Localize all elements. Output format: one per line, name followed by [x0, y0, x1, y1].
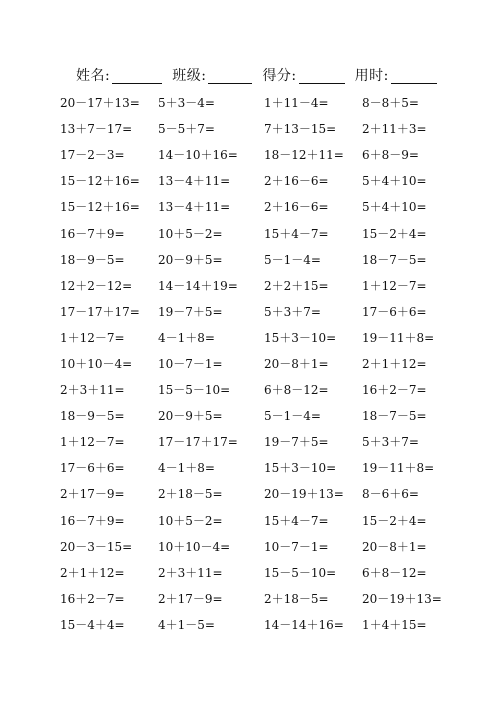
- problem-item: 16－7＋9=: [60, 226, 125, 241]
- problem-item: 10＋5－2=: [158, 513, 223, 528]
- problem-item: 8－6＋6=: [362, 487, 419, 502]
- problem-item: 18－9－5=: [60, 252, 125, 267]
- problem-item: 17－17＋17=: [60, 304, 140, 319]
- problem-item: 14－14＋16=: [264, 617, 344, 632]
- problem-item: 17－6＋6=: [60, 461, 125, 476]
- problem-item: 18－9－5=: [60, 409, 125, 424]
- problem-item: 15－5－10=: [158, 383, 231, 398]
- problem-item: 13－4＋11=: [158, 200, 231, 215]
- problem-item: 19－11＋8=: [362, 330, 435, 345]
- problem-item: 10＋10－4=: [158, 539, 231, 554]
- problem-item: 20－8＋1=: [362, 539, 427, 554]
- problem-item: 20－17＋13=: [60, 96, 140, 111]
- problem-item: 20－9＋5=: [158, 252, 223, 267]
- problem-item: 5＋3－4=: [158, 96, 215, 111]
- problem-item: 15＋4－7=: [264, 513, 329, 528]
- problem-item: 15＋4－7=: [264, 226, 329, 241]
- problem-item: 15－12＋16=: [60, 200, 140, 215]
- problem-item: 2＋18－5=: [264, 591, 329, 606]
- problem-item: 16－7＋9=: [60, 513, 125, 528]
- problem-item: 6＋8－12=: [362, 565, 427, 580]
- problem-item: 19－11＋8=: [362, 461, 435, 476]
- problem-item: 5＋3＋7=: [362, 435, 419, 450]
- name-field: [76, 66, 162, 86]
- problem-item: 13－4＋11=: [158, 174, 231, 189]
- problem-item: 16＋2－7=: [362, 383, 427, 398]
- problem-item: 1＋12－7=: [362, 278, 427, 293]
- problem-item: 16＋2－7=: [60, 591, 125, 606]
- class-field: [172, 66, 252, 86]
- problem-item: 5＋4＋10=: [362, 174, 427, 189]
- problem-item: 10－7－1=: [264, 539, 329, 554]
- problem-item: 2＋17－9=: [158, 591, 223, 606]
- problem-item: 2＋3＋11=: [60, 383, 125, 398]
- problem-item: 17－6＋6=: [362, 304, 427, 319]
- score-field: [262, 66, 344, 86]
- problem-item: 17－17＋17=: [158, 435, 238, 450]
- problem-item: 2＋16－6=: [264, 200, 329, 215]
- problem-item: 15－2＋4=: [362, 513, 427, 528]
- problem-item: 12＋2－12=: [60, 278, 133, 293]
- student-info-header: [76, 62, 436, 86]
- class-blank-line[interactable]: [208, 82, 252, 84]
- problem-item: 2＋17－9=: [60, 487, 125, 502]
- problem-item: 18－7－5=: [362, 409, 427, 424]
- problem-item: 14－14＋19=: [158, 278, 238, 293]
- problem-item: 20－9＋5=: [158, 409, 223, 424]
- problem-item: 2＋18－5=: [158, 487, 223, 502]
- problem-item: 5－5＋7=: [158, 122, 215, 137]
- problem-item: 13＋7－17=: [60, 122, 133, 137]
- problem-item: 17－2－3=: [60, 148, 125, 163]
- problem-item: 5＋4＋10=: [362, 200, 427, 215]
- problem-item: 15－5－10=: [264, 565, 337, 580]
- problem-item: 8－8＋5=: [362, 96, 419, 111]
- problem-item: 15＋3－10=: [264, 461, 337, 476]
- problem-item: 7＋13－15=: [264, 122, 337, 137]
- problem-item: 6＋8－12=: [264, 383, 329, 398]
- time-field: [355, 66, 437, 86]
- problem-item: 2＋1＋12=: [60, 565, 125, 580]
- problem-item: 15－4＋4=: [60, 617, 125, 632]
- problem-item: 19－7＋5=: [158, 304, 223, 319]
- problem-item: 19－7＋5=: [264, 435, 329, 450]
- problem-item: 2＋3＋11=: [158, 565, 223, 580]
- problem-item: 2＋1＋12=: [362, 356, 427, 371]
- score-label: 得分:: [262, 68, 297, 84]
- problem-item: 1＋12－7=: [60, 435, 125, 450]
- name-label: 姓名:: [76, 68, 111, 84]
- problem-item: 2＋2＋15=: [264, 278, 329, 293]
- problem-item: 4＋1－5=: [158, 617, 215, 632]
- time-label: 用时:: [354, 68, 389, 84]
- problem-item: 10＋10－4=: [60, 356, 133, 371]
- problem-item: 1＋11－4=: [264, 96, 329, 111]
- problem-item: 4－1＋8=: [158, 461, 215, 476]
- problem-item: 15－12＋16=: [60, 174, 140, 189]
- class-label: 班级:: [172, 68, 207, 84]
- problem-item: 14－10＋16=: [158, 148, 238, 163]
- problem-item: 1＋4＋15=: [362, 617, 427, 632]
- problem-item: 10－7－1=: [158, 356, 223, 371]
- problem-item: 4－1＋8=: [158, 330, 215, 345]
- problem-item: 10＋5－2=: [158, 226, 223, 241]
- problem-item: 5－1－4=: [264, 252, 321, 267]
- problem-item: 18－7－5=: [362, 252, 427, 267]
- problem-item: 2＋11＋3=: [362, 122, 427, 137]
- problem-item: 5－1－4=: [264, 409, 321, 424]
- problem-item: 6＋8－9=: [362, 148, 419, 163]
- time-blank-line[interactable]: [391, 82, 437, 84]
- problem-item: 20－19＋13=: [362, 591, 442, 606]
- name-blank-line[interactable]: [112, 82, 162, 84]
- problem-item: 5＋3＋7=: [264, 304, 321, 319]
- score-blank-line[interactable]: [299, 82, 345, 84]
- problem-item: 20－8＋1=: [264, 356, 329, 371]
- problem-item: 15－2＋4=: [362, 226, 427, 241]
- problem-item: 18－12＋11=: [264, 148, 344, 163]
- problem-item: 2＋16－6=: [264, 174, 329, 189]
- problem-item: 15＋3－10=: [264, 330, 337, 345]
- problem-grid: [60, 90, 450, 638]
- problem-item: 20－19＋13=: [264, 487, 344, 502]
- problem-item: 20－3－15=: [60, 539, 133, 554]
- problem-item: 1＋12－7=: [60, 330, 125, 345]
